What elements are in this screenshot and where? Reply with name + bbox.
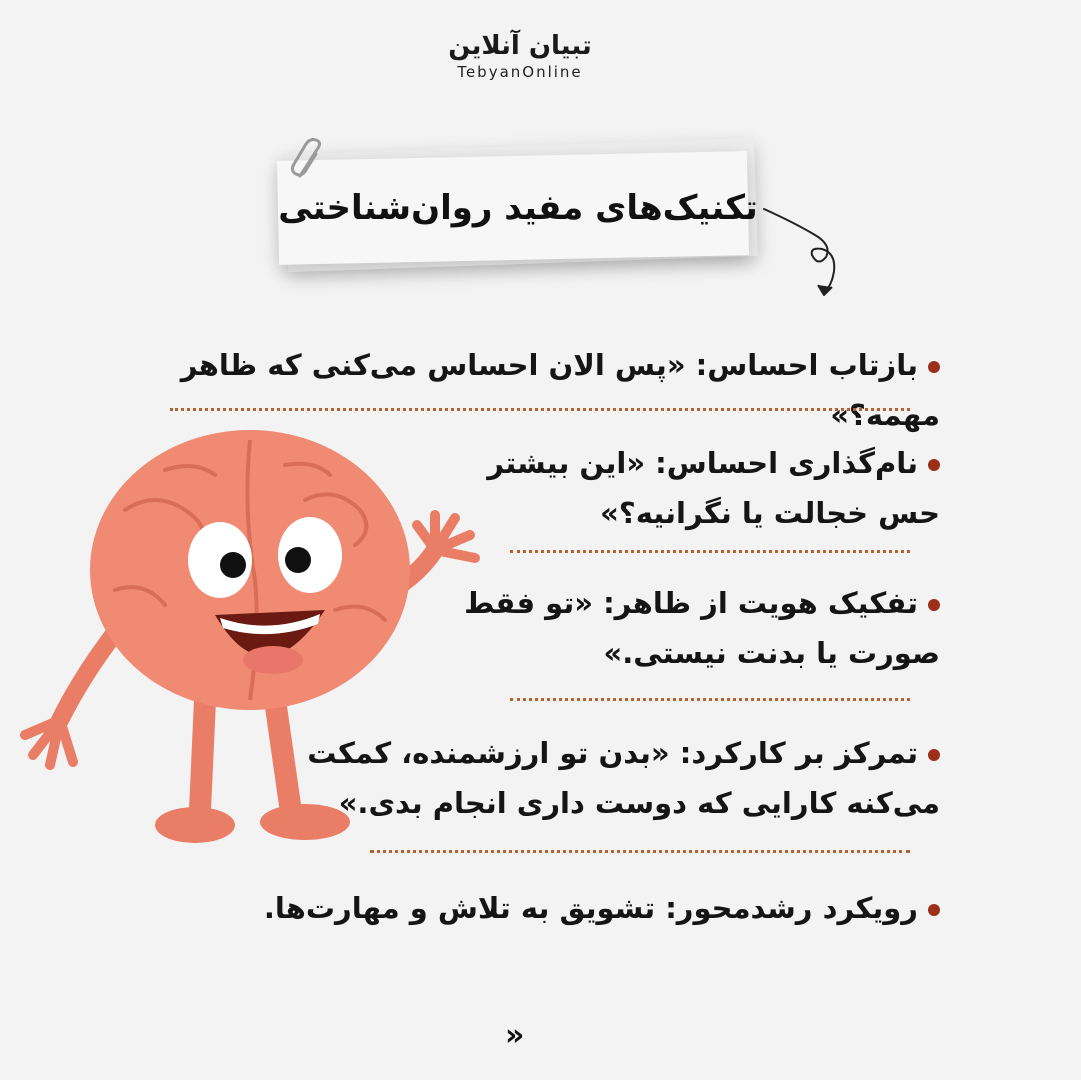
list-item: تمرکز بر کارکرد: «بدن تو ارزشمنده، کمکت می‌کنه کارایی که دوست داری انجام بدی.» [307,736,940,820]
bullet-icon [928,361,940,373]
brand-logo [420,30,620,82]
divider [510,698,910,701]
bullet-icon [928,459,940,471]
title-paper [268,138,768,278]
divider [510,550,910,553]
list-item: رویکرد رشدمحور: تشویق به تلاش و مهارت‌ها. [264,883,940,933]
divider [170,408,910,411]
curly-arrow-icon [760,205,850,300]
bullet-icon [928,749,940,761]
double-chevron-icon[interactable]: » [505,1018,525,1053]
divider [370,850,910,853]
bullet-icon [928,599,940,611]
list-item: تفکیک هویت از ظاهر: «تو فقط صورت یا بدنت نیستی.» [464,586,940,670]
list-item: نام‌گذاری احساس: «این بیشتر حس خجالت یا نگرانیه؟» [487,446,940,530]
page-title: تکنیک‌های مفید روان‌شناختی [278,188,758,228]
list-item: بازتاب احساس: «پس الان احساس می‌کنی که ظاهر مهمه؟» [180,348,940,432]
paperclip-icon [290,138,330,184]
bullet-icon [928,904,940,916]
brand-name-en: TebyanOnline [457,63,583,81]
brand-name-fa: تبیان آنلاین [448,31,592,61]
